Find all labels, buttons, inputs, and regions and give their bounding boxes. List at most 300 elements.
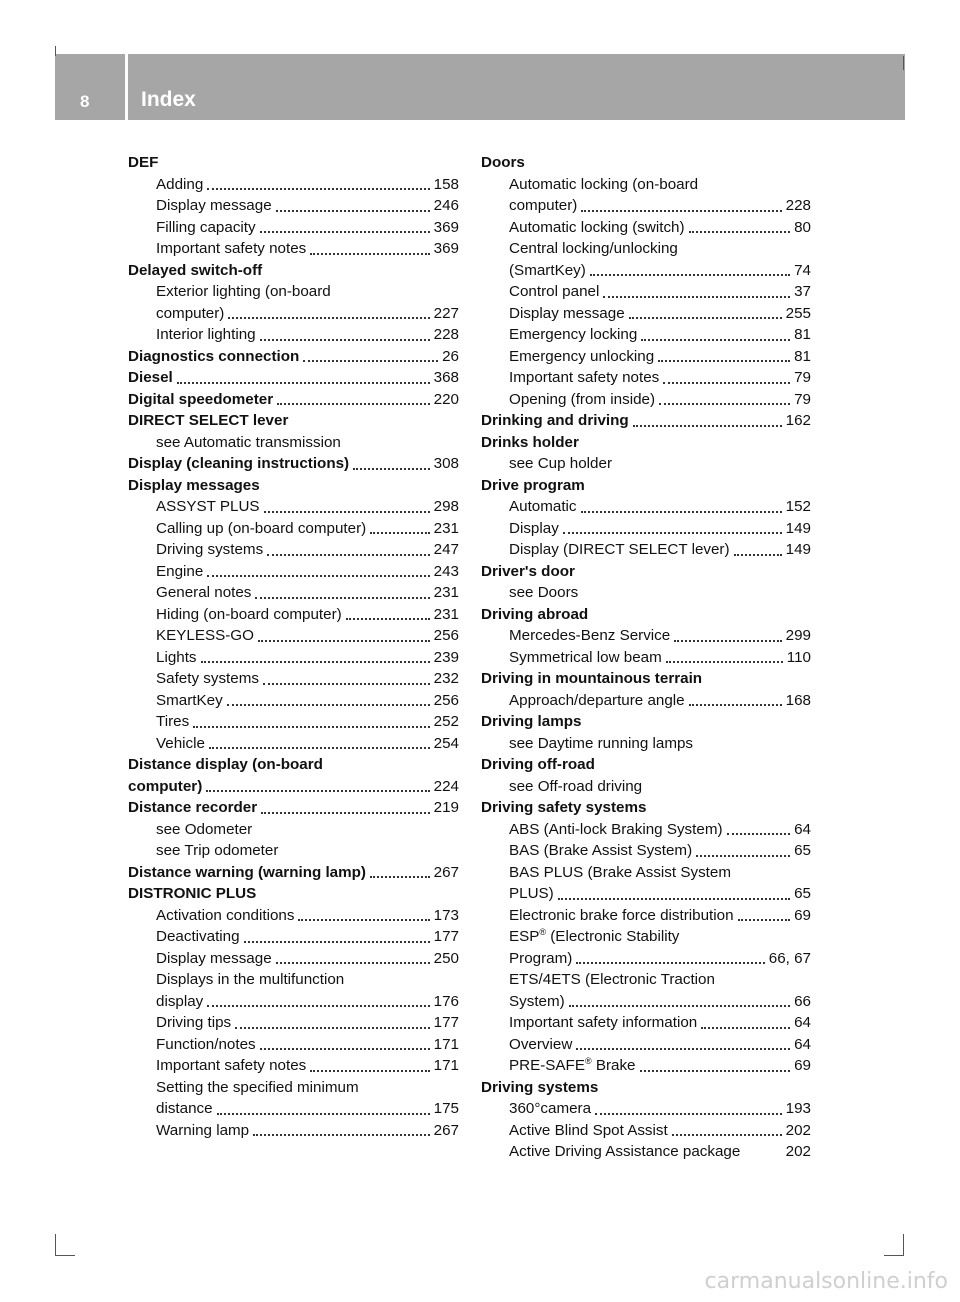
page-reference: 69 xyxy=(794,1057,811,1074)
page-reference: 171 xyxy=(433,1035,459,1053)
dot-leader xyxy=(264,510,430,513)
page-reference: 158 xyxy=(433,175,459,193)
index-entry-text: Setting the specified minimum xyxy=(156,1078,359,1096)
crop-mark xyxy=(55,46,56,56)
index-entry-text: see Doors xyxy=(509,584,579,601)
index-entry xyxy=(128,1055,459,1077)
dot-leader xyxy=(590,273,790,276)
index-entry-text: Display message xyxy=(509,304,625,322)
index-entry xyxy=(481,152,811,174)
index-entry xyxy=(481,690,811,712)
index-entry-text: Control panel xyxy=(509,283,600,300)
index-entry xyxy=(481,303,811,325)
page-reference: 267 xyxy=(433,863,459,881)
index-entry-text: ESP® (Electronic Stability xyxy=(509,926,680,945)
index-column-right xyxy=(481,152,811,1163)
index-entry-text: Driving abroad xyxy=(481,605,589,623)
index-entry xyxy=(128,260,459,282)
index-entry-text: Opening (from inside) xyxy=(509,390,656,408)
dot-leader xyxy=(260,338,430,341)
index-entry xyxy=(128,948,459,970)
index-entry-text: see Cup holder xyxy=(509,455,613,472)
page-reference: 267 xyxy=(433,1121,459,1139)
index-entry-text: see Trip odometer xyxy=(156,842,279,859)
page-reference: 252 xyxy=(433,713,459,730)
index-entry xyxy=(128,1034,459,1056)
index-entry xyxy=(128,582,459,604)
index-entry xyxy=(481,453,811,475)
index-entry xyxy=(128,561,459,583)
index-entry xyxy=(128,1077,459,1099)
index-entry-text: Important safety notes xyxy=(509,369,660,386)
dot-leader xyxy=(666,660,783,663)
index-entry xyxy=(481,518,811,540)
page-reference: 202 xyxy=(785,1143,811,1160)
index-entry xyxy=(128,217,459,239)
index-entry-text: Function/notes xyxy=(156,1035,256,1053)
dot-leader xyxy=(595,1112,782,1115)
index-entry-text: ABS (Anti-lock Braking System) xyxy=(509,820,723,838)
index-entry xyxy=(481,217,811,239)
index-entry-text: Drive program xyxy=(481,476,585,494)
page-reference: 79 xyxy=(794,390,811,408)
page-reference: 224 xyxy=(433,777,459,795)
page-reference: 74 xyxy=(794,261,811,279)
index-entry-text: Display message xyxy=(156,949,272,967)
index-entry xyxy=(128,991,459,1013)
index-entry-text: SmartKey xyxy=(156,691,223,709)
dot-leader xyxy=(370,531,429,534)
dot-leader xyxy=(734,553,782,556)
index-entry-text: distance xyxy=(156,1100,213,1117)
page-reference: 231 xyxy=(433,605,459,623)
dot-leader xyxy=(207,1004,429,1007)
dot-leader xyxy=(576,1047,790,1050)
index-entry-text: Activation conditions xyxy=(156,906,295,924)
dot-leader xyxy=(276,961,430,964)
dot-leader xyxy=(581,209,781,212)
index-entry xyxy=(128,303,459,325)
index-entry-text: Driving tips xyxy=(156,1014,232,1031)
index-entry xyxy=(481,367,811,389)
index-entry xyxy=(128,711,459,733)
index-entry xyxy=(481,475,811,497)
index-entry xyxy=(128,754,459,776)
index-entry-text-after: Brake xyxy=(591,1057,636,1074)
index-entry-text: Emergency locking xyxy=(509,326,638,343)
index-entry xyxy=(481,324,811,346)
page-reference: 66 xyxy=(794,992,811,1010)
page-reference: 220 xyxy=(433,390,459,408)
index-entry xyxy=(481,711,811,733)
dot-leader xyxy=(641,338,790,341)
index-entry xyxy=(481,238,811,260)
index-entry-text: Vehicle xyxy=(156,734,205,752)
index-entry-text: Distance recorder xyxy=(128,799,258,816)
index-entry xyxy=(128,281,459,303)
page-reference: 168 xyxy=(785,691,811,709)
page-reference: 110 xyxy=(786,648,811,666)
page-reference: 369 xyxy=(433,218,459,236)
index-entry xyxy=(128,625,459,647)
page-reference: 368 xyxy=(433,369,459,386)
index-entry xyxy=(128,389,459,411)
dot-leader xyxy=(633,424,782,427)
index-entry-text: Distance warning (warning lamp) xyxy=(128,863,366,881)
dot-leader xyxy=(267,553,429,556)
index-entry xyxy=(128,668,459,690)
dot-leader xyxy=(629,316,782,319)
index-entry xyxy=(481,926,811,948)
dot-leader xyxy=(581,510,782,513)
page-reference: 69 xyxy=(794,906,811,924)
index-entry xyxy=(481,582,811,604)
index-entry xyxy=(481,389,811,411)
page-reference: 149 xyxy=(785,519,811,537)
dot-leader xyxy=(258,639,430,642)
index-entry-text: Displays in the multifunction xyxy=(156,971,345,988)
crop-mark xyxy=(903,1234,904,1256)
dot-leader xyxy=(353,467,430,470)
page-reference: 64 xyxy=(794,1014,811,1031)
index-entry-text: Approach/departure angle xyxy=(509,691,685,709)
page-reference: 65 xyxy=(794,842,811,859)
dot-leader xyxy=(603,295,790,298)
page-number: 8 xyxy=(80,92,90,111)
index-entry xyxy=(128,776,459,798)
index-entry-text: Diesel xyxy=(128,369,173,386)
index-entry xyxy=(128,733,459,755)
page-reference: 64 xyxy=(794,820,811,838)
index-entry xyxy=(128,453,459,475)
index-entry-text: Exterior lighting (on-board xyxy=(156,283,331,300)
index-entry xyxy=(481,797,811,819)
page-reference: 219 xyxy=(433,799,459,816)
page-reference: 308 xyxy=(433,455,459,472)
index-entry xyxy=(128,797,459,819)
index-entry-text: Important safety notes xyxy=(156,240,307,257)
index-entry-text: Tires xyxy=(156,713,190,730)
page-reference: 175 xyxy=(433,1100,459,1117)
dot-leader xyxy=(569,1004,790,1007)
index-entry xyxy=(481,733,811,755)
index-entry-text: Display message xyxy=(156,197,272,214)
dot-leader xyxy=(659,402,790,405)
index-entry-text: KEYLESS-GO xyxy=(156,627,254,644)
page-reference: 171 xyxy=(433,1057,459,1074)
index-entry xyxy=(128,346,459,368)
dot-leader xyxy=(261,811,430,814)
page-reference: 228 xyxy=(785,197,811,214)
page-reference: 243 xyxy=(433,562,459,580)
page-reference: 232 xyxy=(433,670,459,687)
index-entry xyxy=(481,1120,811,1142)
page-reference: 228 xyxy=(433,326,459,343)
dot-leader xyxy=(310,1069,429,1072)
index-entry xyxy=(481,281,811,303)
index-entry xyxy=(481,195,811,217)
index-entry-text: see Daytime running lamps xyxy=(509,734,694,752)
page-reference: 65 xyxy=(794,885,811,902)
index-entry xyxy=(481,561,811,583)
page-reference: 162 xyxy=(785,412,811,429)
index-entry-text: see Off-road driving xyxy=(509,777,643,795)
index-entry-text: Driver's door xyxy=(481,562,575,580)
index-entry-text: BAS PLUS (Brake Assist System xyxy=(509,863,731,881)
page-reference: 250 xyxy=(433,949,459,967)
index-entry-text: Automatic locking (switch) xyxy=(509,218,685,236)
page-reference: 64 xyxy=(794,1035,811,1053)
index-entry xyxy=(481,1141,811,1163)
index-entry-text: Electronic brake force distribution xyxy=(509,906,734,924)
page-reference: 299 xyxy=(785,627,811,644)
page-reference: 256 xyxy=(433,691,459,709)
index-entry-text: Safety systems xyxy=(156,670,259,687)
index-entry-text: see Odometer xyxy=(156,820,253,838)
page-reference: 80 xyxy=(794,218,811,236)
crop-mark xyxy=(884,1255,904,1256)
index-entry xyxy=(128,367,459,389)
index-entry-text: Central locking/unlocking xyxy=(509,240,678,257)
index-entry xyxy=(128,432,459,454)
dot-leader xyxy=(235,1026,430,1029)
dot-leader xyxy=(276,209,430,212)
page-reference: 231 xyxy=(433,584,459,601)
index-entry xyxy=(128,819,459,841)
watermark: carmanualsonline.info xyxy=(704,1269,948,1294)
index-entry xyxy=(481,539,811,561)
index-entry xyxy=(128,840,459,862)
index-entry-text: Driving systems xyxy=(156,541,264,558)
index-entry-text: BAS (Brake Assist System) xyxy=(509,842,693,859)
index-entry xyxy=(481,410,811,432)
registered-mark: ® xyxy=(539,926,547,937)
index-entry-text: Mercedes-Benz Service xyxy=(509,627,671,644)
dot-leader xyxy=(263,682,430,685)
crop-mark xyxy=(55,1234,56,1256)
index-entry-text: PRE-SAFE® Brake xyxy=(509,1055,636,1074)
index-entry-text: Program) xyxy=(509,949,573,967)
index-entry-text: computer) xyxy=(128,777,203,795)
index-entry-text: Adding xyxy=(156,175,204,193)
dot-leader xyxy=(260,230,430,233)
page-reference: 255 xyxy=(785,304,811,322)
dot-leader xyxy=(177,381,430,384)
dot-leader xyxy=(663,381,790,384)
index-entry xyxy=(481,668,811,690)
index-entry-text: Display messages xyxy=(128,476,260,494)
index-entry-text: Lights xyxy=(156,648,197,666)
page-reference: 239 xyxy=(433,648,459,666)
dot-leader xyxy=(303,359,438,362)
index-entry-text: Important safety notes xyxy=(156,1057,307,1074)
dot-leader xyxy=(227,703,430,706)
dot-leader xyxy=(277,402,429,405)
header-divider xyxy=(125,54,128,120)
index-entry-text: Automatic locking (on-board xyxy=(509,175,699,193)
index-entry xyxy=(481,625,811,647)
index-entry xyxy=(128,496,459,518)
index-entry-text: 360°camera xyxy=(509,1100,592,1117)
dot-leader xyxy=(253,1133,430,1136)
index-entry-text: Driving safety systems xyxy=(481,799,647,816)
index-entry xyxy=(128,604,459,626)
index-entry xyxy=(481,883,811,905)
dot-leader xyxy=(689,230,791,233)
index-entry-text: computer) xyxy=(509,197,578,214)
page-reference: 177 xyxy=(433,928,459,945)
dot-leader xyxy=(193,725,429,728)
index-entry xyxy=(128,969,459,991)
index-entry xyxy=(481,948,811,970)
page-reference: 149 xyxy=(785,541,811,558)
dot-leader xyxy=(558,897,790,900)
index-entry-text: DEF xyxy=(128,154,159,171)
dot-leader xyxy=(228,316,429,319)
index-entry-text: Calling up (on-board computer) xyxy=(156,519,367,537)
page-reference: 173 xyxy=(433,906,459,924)
page-reference: 256 xyxy=(433,627,459,644)
dot-leader xyxy=(674,639,781,642)
index-entry xyxy=(481,1055,811,1077)
page-reference: 152 xyxy=(785,498,811,515)
dot-leader xyxy=(563,531,782,534)
index-entry-text: Emergency unlocking xyxy=(509,347,655,365)
index-entry-text: System) xyxy=(509,992,565,1010)
page-reference: 369 xyxy=(433,240,459,257)
crop-mark xyxy=(903,56,904,70)
index-entry xyxy=(481,346,811,368)
index-entry xyxy=(128,1012,459,1034)
index-entry xyxy=(481,1012,811,1034)
index-entry xyxy=(128,1120,459,1142)
dot-leader xyxy=(244,940,430,943)
page-reference: 246 xyxy=(433,197,459,214)
index-entry-text: Active Driving Assistance package xyxy=(509,1143,741,1160)
dot-leader xyxy=(310,252,429,255)
index-entry-text: Important safety information xyxy=(509,1014,698,1031)
index-entry-text: Driving systems xyxy=(481,1078,599,1096)
index-entry xyxy=(481,905,811,927)
page-reference: 247 xyxy=(433,541,459,558)
index-entry xyxy=(128,862,459,884)
page-reference: 81 xyxy=(794,347,811,365)
index-entry xyxy=(128,238,459,260)
index-entry xyxy=(481,260,811,282)
index-entry-text: Interior lighting xyxy=(156,326,256,343)
index-entry xyxy=(481,754,811,776)
index-entry-text: Warning lamp xyxy=(156,1121,250,1139)
index-entry-text: Symmetrical low beam xyxy=(509,648,662,666)
dot-leader xyxy=(260,1047,430,1050)
page-title: Index xyxy=(141,88,196,111)
dot-leader xyxy=(206,789,429,792)
index-entry-text: ASSYST PLUS xyxy=(156,498,260,515)
page-reference: 81 xyxy=(794,326,811,343)
index-entry-text: PLUS) xyxy=(509,885,554,902)
index-entry-text: Delayed switch-off xyxy=(128,261,263,279)
index-entry xyxy=(128,690,459,712)
dot-leader xyxy=(201,660,430,663)
index-entry-text: ETS/4ETS (Electronic Traction xyxy=(509,971,715,988)
index-entry-text: Overview xyxy=(509,1035,573,1053)
index-entry xyxy=(128,1098,459,1120)
index-entry xyxy=(128,518,459,540)
dot-leader xyxy=(217,1112,430,1115)
index-entry-text: Driving off-road xyxy=(481,756,595,773)
index-entry xyxy=(481,776,811,798)
index-entry xyxy=(481,991,811,1013)
index-entry xyxy=(128,195,459,217)
page-reference: 202 xyxy=(785,1121,811,1139)
index-entry xyxy=(481,1098,811,1120)
index-entry-text: Diagnostics connection xyxy=(128,347,300,365)
crop-mark xyxy=(55,1255,75,1256)
index-entry xyxy=(481,969,811,991)
index-entry xyxy=(481,647,811,669)
index-entry xyxy=(128,324,459,346)
index-entry-text: Filling capacity xyxy=(156,218,256,236)
index-entry xyxy=(128,410,459,432)
index-entry-text: Display (cleaning instructions) xyxy=(128,455,350,472)
index-entry xyxy=(128,905,459,927)
index-entry-text: DIRECT SELECT lever xyxy=(128,412,289,429)
registered-mark: ® xyxy=(584,1055,592,1066)
index-entry xyxy=(481,432,811,454)
index-entry-text: Digital speedometer xyxy=(128,390,274,408)
index-entry-text: Driving lamps xyxy=(481,713,582,730)
dot-leader xyxy=(640,1069,791,1072)
index-entry-text: General notes xyxy=(156,584,252,601)
index-entry xyxy=(481,496,811,518)
dot-leader xyxy=(209,746,430,749)
dot-leader xyxy=(672,1133,782,1136)
index-entry xyxy=(481,604,811,626)
index-entry xyxy=(481,819,811,841)
page-reference: 254 xyxy=(433,734,459,752)
dot-leader xyxy=(255,596,429,599)
index-entry xyxy=(128,647,459,669)
index-entry-text: Display (DIRECT SELECT lever) xyxy=(509,541,730,558)
page-reference: 176 xyxy=(433,992,459,1010)
dot-leader xyxy=(576,961,764,964)
index-entry-text: (SmartKey) xyxy=(509,261,586,279)
index-entry xyxy=(128,152,459,174)
dot-leader xyxy=(701,1026,790,1029)
dot-leader xyxy=(727,832,791,835)
dot-leader xyxy=(689,703,782,706)
index-entry xyxy=(481,1077,811,1099)
index-entry-text: Engine xyxy=(156,562,204,580)
dot-leader xyxy=(298,918,429,921)
index-entry xyxy=(128,475,459,497)
index-entry-text: Drinks holder xyxy=(481,433,579,451)
index-entry-text: Deactivating xyxy=(156,928,240,945)
dot-leader xyxy=(207,187,429,190)
dot-leader xyxy=(207,574,429,577)
index-entry xyxy=(128,174,459,196)
index-entry xyxy=(128,926,459,948)
index-entry-text: Doors xyxy=(481,154,525,171)
page-reference: 26 xyxy=(442,347,459,365)
dot-leader xyxy=(738,918,791,921)
index-entry-text: display xyxy=(156,992,204,1010)
page-reference: 298 xyxy=(433,498,459,515)
index-entry-text: Display xyxy=(509,519,559,537)
page-reference: 79 xyxy=(794,369,811,386)
page-reference: 37 xyxy=(794,283,811,300)
index-entry-text: Drinking and driving xyxy=(481,412,629,429)
